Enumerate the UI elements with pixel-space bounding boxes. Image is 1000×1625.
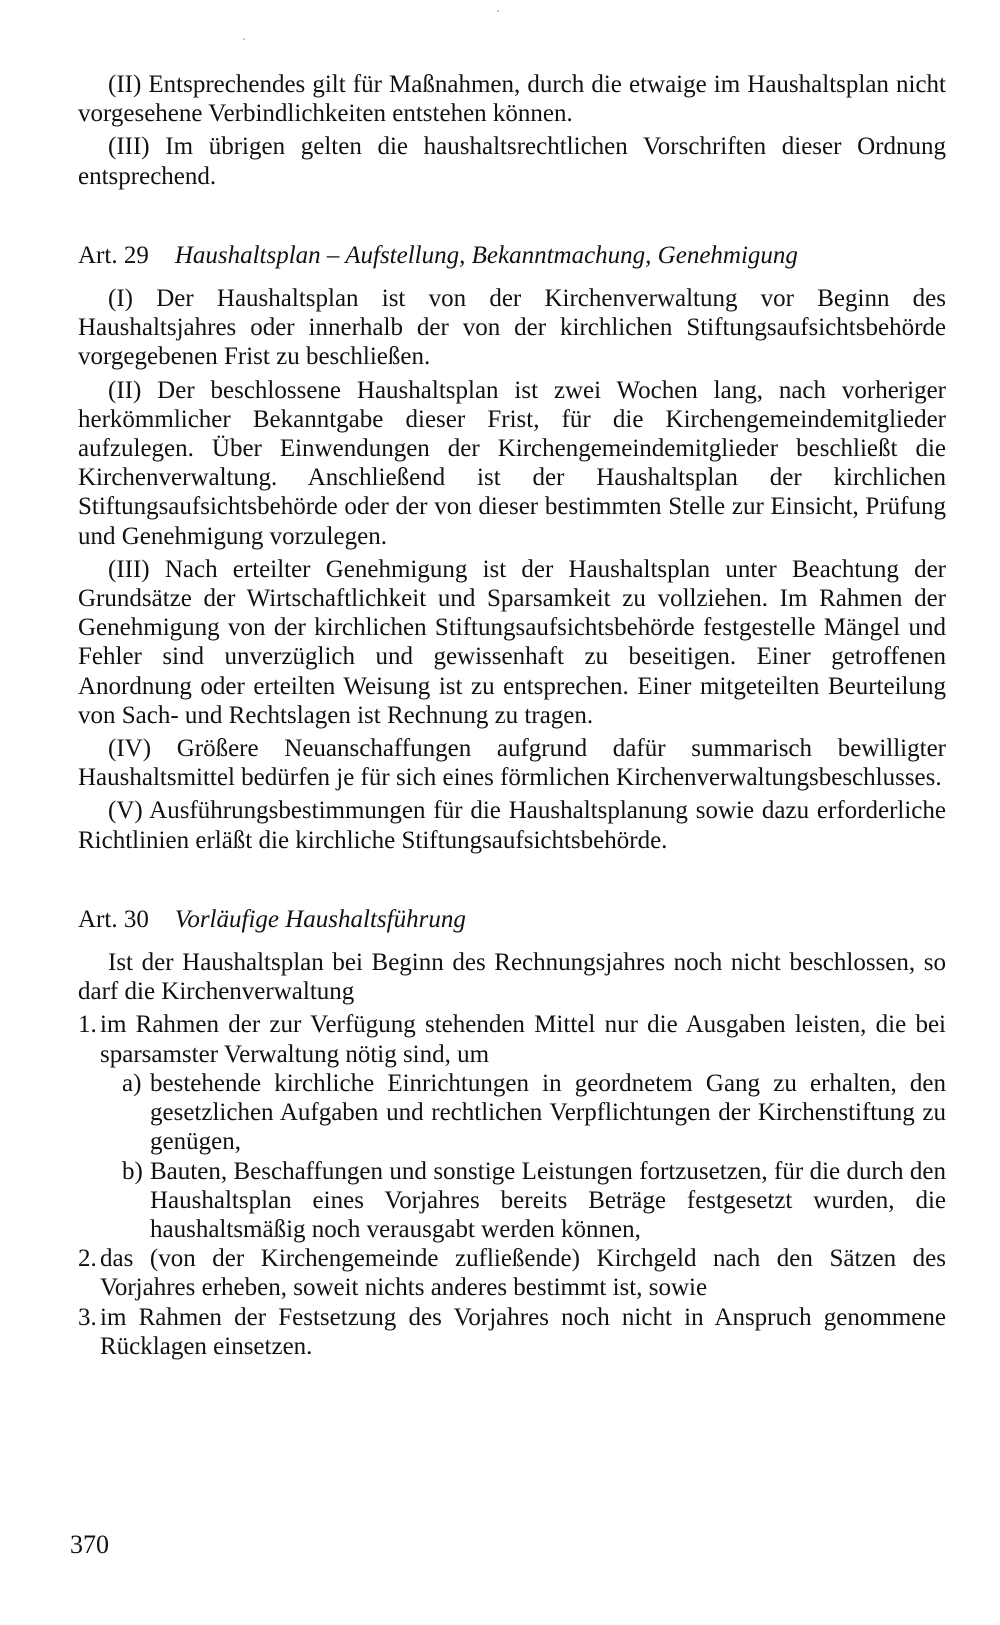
article-30-title: Vorläufige Haushaltsführung: [174, 905, 466, 933]
article-30-list: [78, 1010, 946, 1360]
document-page: [78, 70, 946, 1361]
sub-list-marker: b): [122, 1157, 143, 1185]
list-item: [78, 1244, 946, 1302]
list-item: [78, 1010, 946, 1244]
list-item: [78, 1303, 946, 1361]
list-marker: 3.: [78, 1303, 97, 1331]
sub-list-item: [100, 1069, 946, 1157]
article-29-paragraph-1: (I) Der Haushaltsplan ist von der Kirchenverwaltung vor Beginn des Haushaltsjahres oder innerhalb der von der kirchlichen Stiftungsaufsichtsbehörde vorgegebenen Frist zu beschließen.: [78, 285, 946, 371]
paragraph-intro-3: (III) Im übrigen gelten die haushaltsrechtlichen Vorschriften dieser Ordnung entsprechend.: [78, 133, 946, 190]
scan-speck: [497, 10, 499, 12]
list-marker: 1.: [78, 1011, 97, 1039]
sub-list-marker: a): [122, 1069, 142, 1097]
page-number: 370: [70, 1530, 109, 1559]
article-29-heading: [78, 241, 946, 270]
article-29-paragraph-2: (II) Der beschlossene Haushaltsplan ist zwei Wochen lang, nach vorheriger herkömmlicher Bekanntgabe dieser Frist, für die Kirchengemeindemitglieder aufzulegen. Über Einwendungen der Kirchengemeindemitglieder beschließt die Kirchenverwaltung. Anschließend ist der Haushaltsplan der kirchlichen Stiftungsaufsichtsbehörde oder der von dieser bestimmten Stelle zur Einsicht, Prüfung und Genehmigung vorzulegen.: [78, 376, 946, 550]
article-30-heading: [78, 905, 946, 934]
article-29-paragraph-4: (IV) Größere Neuanschaffungen aufgrund dafür summarisch bewilligter Haushaltsmittel bedürfen je für sich eines förmlichen Kirchenverwaltungsbeschlusses.: [78, 735, 946, 792]
paragraph-intro-2: (II) Entsprechendes gilt für Maßnahmen, durch die etwaige im Haushaltsplan nicht vorgesehene Verbindlichkeiten entstehen können.: [78, 71, 946, 128]
sub-list-item-text: bestehende kirchliche Einrichtungen in geordnetem Gang zu erhalten, den gesetzlichen Aufgaben und rechtlichen Verpflichtungen der Kirchenstiftung zu genügen,: [150, 1069, 946, 1156]
sub-list-item: [100, 1157, 946, 1245]
list-item-text: im Rahmen der zur Verfügung stehenden Mittel nur die Ausgaben leisten, die bei sparsamster Verwaltung nötig sind, um: [100, 1011, 946, 1068]
article-29-paragraph-5: (V) Ausführungsbestimmungen für die Haushaltsplanung sowie dazu erforderliche Richtlinien erläßt die kirchliche Stiftungsaufsichtsbehörde.: [78, 797, 946, 854]
list-marker: 2.: [78, 1245, 97, 1273]
scan-speck: [243, 38, 245, 40]
list-item-text: das (von der Kirchengemeinde zufließende) Kirchgeld nach den Sätzen des Vorjahres erheben, soweit nichts anderes bestimmt ist, sowie: [100, 1245, 946, 1302]
sub-list: [100, 1069, 946, 1244]
list-item-text: im Rahmen der Festsetzung des Vorjahres noch nicht in Anspruch genommene Rücklagen einsetzen.: [100, 1303, 946, 1360]
article-29-number: Art. 29: [78, 241, 149, 269]
article-30-intro: Ist der Haushaltsplan bei Beginn des Rechnungsjahres noch nicht beschlossen, so darf die Kirchenverwaltung: [78, 949, 946, 1006]
sub-list-item-text: Bauten, Beschaffungen und sonstige Leistungen fortzusetzen, für die durch den Haushaltsplan eines Vorjahres bereits Beträge festgesetzt wurden, die haushaltsmäßig noch verausgabt werden können,: [150, 1157, 946, 1243]
article-29-paragraph-3: (III) Nach erteilter Genehmigung ist der Haushaltsplan unter Beachtung der Grundsätze der Wirtschaftlichkeit und Sparsamkeit zu vollziehen. Im Rahmen der Genehmigung von der kirchlichen Stiftungsaufsichtsbehörde festgestelle Mängel und Fehler sind unverzüglich und gewissenhaft zu beseitigen. Einer getroffenen Anordnung oder erteilten Weisung ist zu entsprechen. Einer mitgeteilten Beurteilung von Sach- und Rechtslagen ist Rechnung zu tragen.: [78, 555, 946, 729]
article-29-title: Haushaltsplan – Aufstellung, Bekanntmachung, Genehmigung: [174, 241, 798, 269]
article-30-number: Art. 30: [78, 905, 149, 933]
